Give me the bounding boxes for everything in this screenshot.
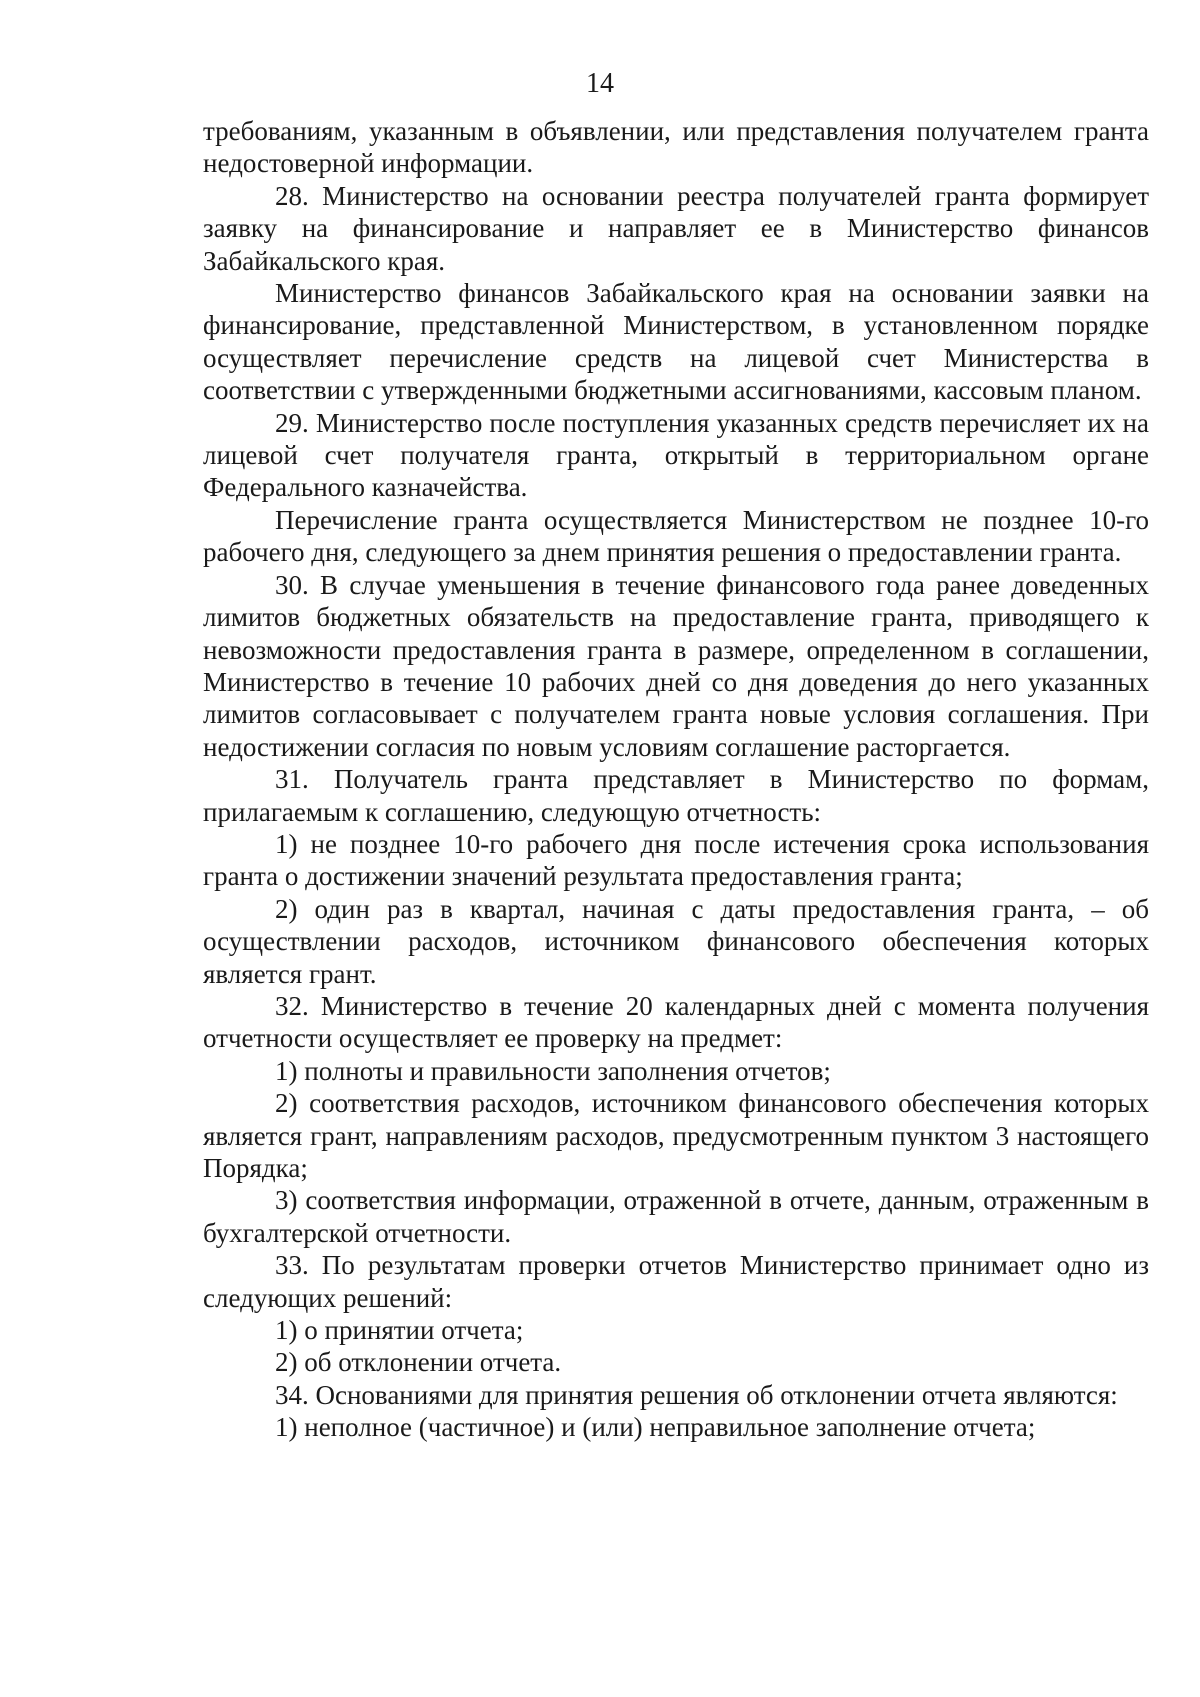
paragraph-item-28-continued: Министерство финансов Забайкальского края на основании заявки на финансирование, представленной Министерством, в установленном порядке осуществляет перечисление средств на лицевой счет Министерства в соответствии с утвержденными бюджетными ассигнованиями, кассовым планом. <box>203 278 1149 406</box>
paragraph-item-32: 32. Министерство в течение 20 календарных дней с момента получения отчетности осуществляет ее проверку на предмет: <box>203 990 1149 1054</box>
paragraph-item-32-sub-2: 2) соответствия расходов, источником финансового обеспечения которых является грант, направлениям расходов, предусмотренным пунктом 3 настоящего Порядка; <box>203 1088 1149 1183</box>
document-body <box>203 115 1149 1444</box>
paragraph-item-29-continued: Перечисление гранта осуществляется Министерством не позднее 10-го рабочего дня, следующего за днем принятия решения о предоставлении гранта. <box>203 504 1149 568</box>
paragraph-item-34-sub-1: 1) неполное (частичное) и (или) неправильное заполнение отчета; <box>275 1412 1036 1443</box>
paragraph-item-33-sub-1: 1) о принятии отчета; <box>275 1315 524 1346</box>
paragraph-item-31-sub-2: 2) один раз в квартал, начиная с даты предоставления гранта, – об осуществлении расходов, источником финансового обеспечения которых является грант. <box>203 893 1149 989</box>
paragraph-item-33: 33. По результатам проверки отчетов Министерство принимает одно из следующих решений: <box>203 1250 1149 1313</box>
paragraph-item-31: 31. Получатель гранта представляет в Министерство по формам, прилагаемым к соглашению, следующую отчетность: <box>203 764 1149 827</box>
paragraph-item-34: 34. Основаниями для принятия решения об отклонении отчета являются: <box>275 1379 1118 1410</box>
paragraph-item-29: 29. Министерство после поступления указанных средств перечисляет их на лицевой счет получателя гранта, открытый в территориальном органе Федерального казначейства. <box>203 407 1149 503</box>
paragraph-item-32-sub-3: 3) соответствия информации, отраженной в отчете, данным, отраженным в бухгалтерской отчетности. <box>203 1185 1149 1248</box>
page-number: 14 <box>586 68 614 99</box>
paragraph-continuation: требованиям, указанным в объявлении, или представления получателем гранта недостоверной информации. <box>203 116 1149 179</box>
paragraph-item-31-sub-1: 1) не позднее 10-го рабочего дня после истечения срока использования гранта о достижении значений результата предоставления гранта; <box>203 828 1149 892</box>
paragraph-item-32-sub-1: 1) полноты и правильности заполнения отчетов; <box>275 1055 831 1086</box>
paragraph-item-28: 28. Министерство на основании реестра получателей гранта формирует заявку на финансирование и направляет ее в Министерство финансов Забайкальского края. <box>203 180 1149 276</box>
paragraph-item-33-sub-2: 2) об отклонении отчета. <box>275 1347 562 1378</box>
paragraph-item-30: 30. В случае уменьшения в течение финансового года ранее доведенных лимитов бюджетных обязательств на предоставление гранта, приводящего к невозможности предоставления гранта в размере, определенном в соглашении, Министерство в течение 10 рабочих дней со дня доведения до него указанных лимитов согласовывает с получателем гранта новые условия соглашения. При недостижении согласия по новым условиям соглашение расторгается. <box>203 569 1149 762</box>
